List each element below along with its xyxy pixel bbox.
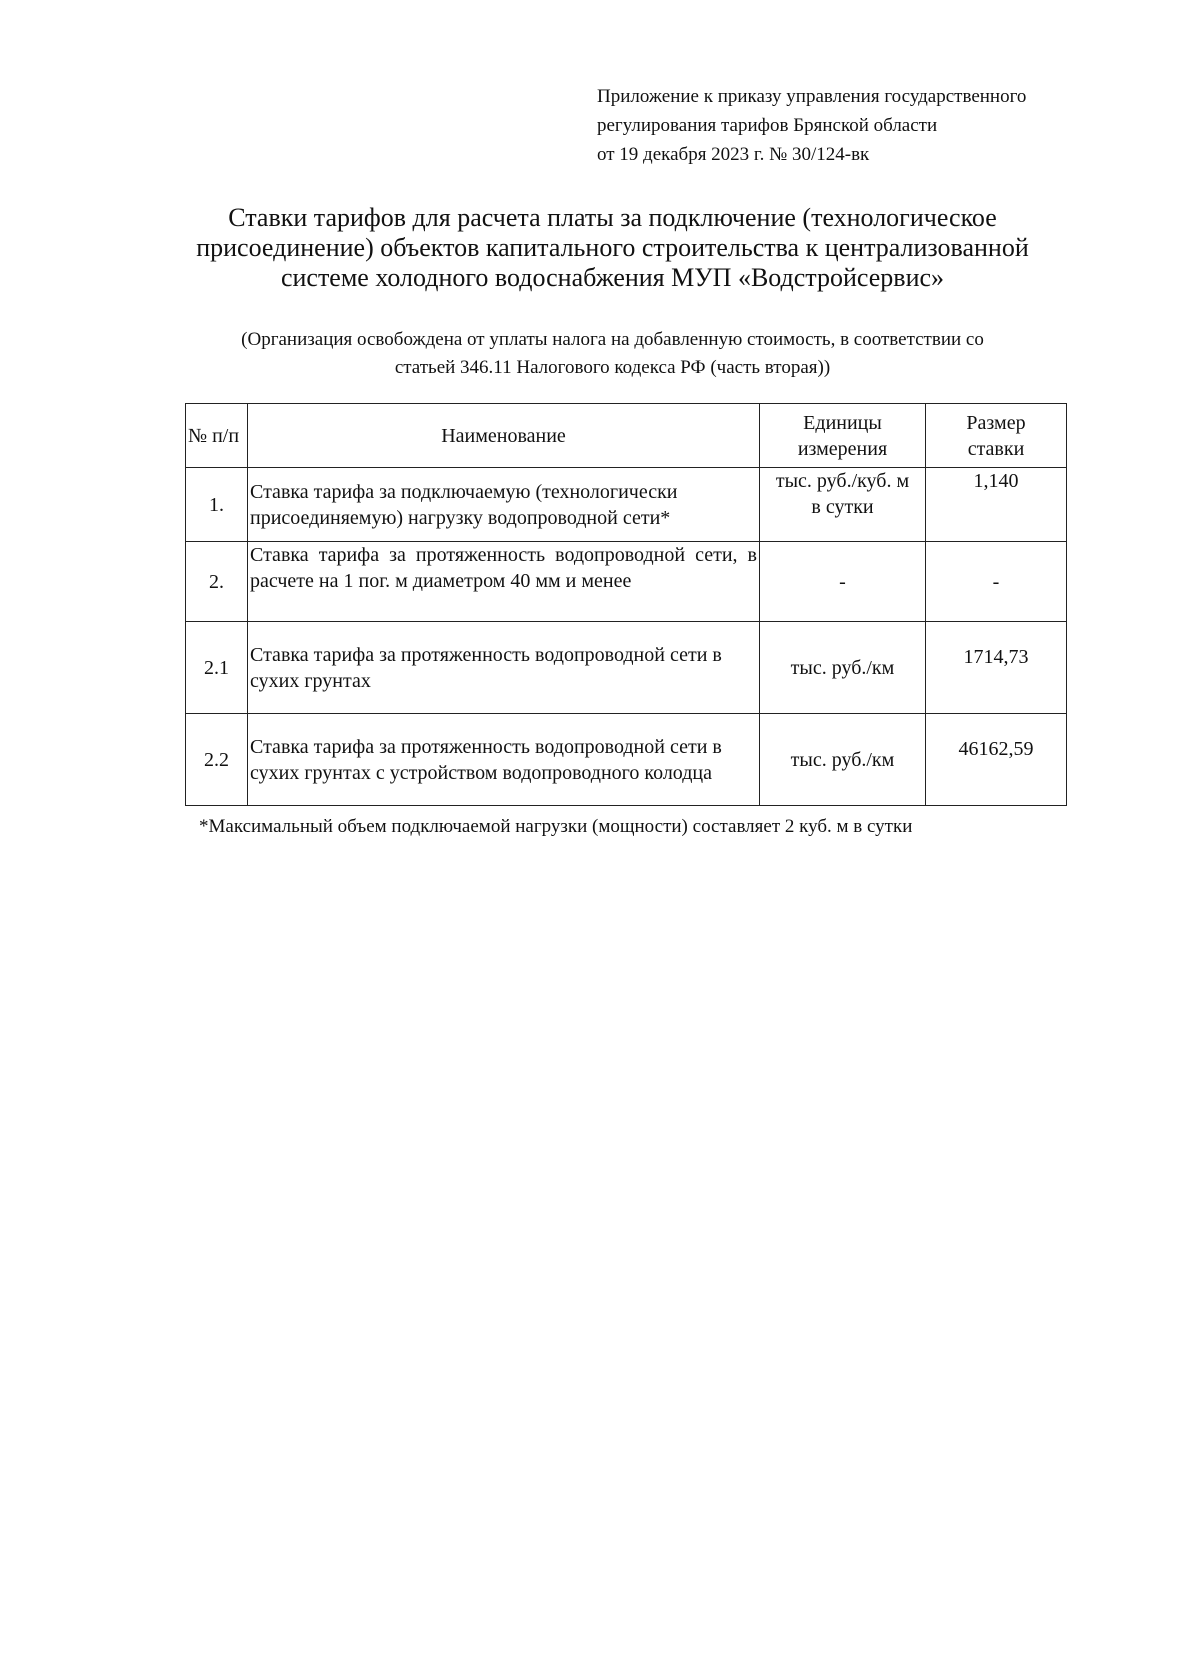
row-value: 1,140: [926, 468, 1067, 542]
row-number: 2.1: [186, 622, 248, 714]
header-unit-line: измерения: [797, 437, 888, 460]
header-name: Наименование: [248, 404, 760, 468]
title-line: присоединение) объектов капитального строительства к централизованной: [196, 233, 1029, 262]
row-unit: тыс. руб./км: [760, 714, 926, 806]
row-name: Ставка тарифа за протяженность водопроводной сети в сухих грунтах: [248, 622, 760, 714]
footnote: *Максимальный объем подключаемой нагрузки (мощности) составляет 2 куб. м в сутки: [199, 816, 913, 837]
table-row: [186, 542, 1067, 622]
header-number: № п/п: [186, 404, 248, 468]
document-title: [150, 203, 1075, 293]
tariff-table: [185, 403, 1067, 806]
table-header-row: [186, 404, 1067, 468]
header-unit-line: Единицы: [803, 411, 882, 434]
appendix-line: Приложение к приказу управления государственного: [597, 86, 1027, 107]
row-unit: тыс. руб./км: [760, 622, 926, 714]
table-row: [186, 622, 1067, 714]
row-value: 46162,59: [926, 714, 1067, 806]
row-name: Ставка тарифа за подключаемую (технологически присоединяемую) нагрузку водопроводной сети*: [248, 468, 760, 542]
table-row: [186, 714, 1067, 806]
title-line: системе холодного водоснабжения МУП «Водстройсервис»: [280, 263, 945, 292]
tax-exemption-note: [150, 326, 1075, 382]
row-number: 2.2: [186, 714, 248, 806]
header-value-line: Размер: [966, 411, 1026, 434]
row-unit-line: в сутки: [811, 496, 874, 518]
row-unit: -: [760, 542, 926, 622]
row-number: 2.: [186, 542, 248, 622]
row-name: Ставка тарифа за протяженность водопроводной сети в сухих грунтах с устройством водопроводного колодца: [248, 714, 760, 806]
note-line: (Организация освобождена от уплаты налога на добавленную стоимость, в соответствии со: [241, 329, 984, 350]
appendix-reference: [597, 82, 1097, 169]
row-number: 1.: [186, 468, 248, 542]
note-line: статьей 346.11 Налогового кодекса РФ (часть вторая)): [394, 357, 831, 378]
row-unit-line: тыс. руб./куб. м: [775, 470, 910, 492]
row-value: -: [926, 542, 1067, 622]
table-row: [186, 468, 1067, 542]
appendix-line: от 19 декабря 2023 г. № 30/124-вк: [597, 144, 870, 165]
row-name: Ставка тарифа за протяженность водопроводной сети, в расчете на 1 пог. м диаметром 40 мм и менее: [248, 542, 760, 622]
header-value: [926, 404, 1067, 468]
header-value-line: ставки: [967, 437, 1025, 460]
title-line: Ставки тарифов для расчета платы за подключение (технологическое: [228, 203, 997, 232]
row-value: 1714,73: [926, 622, 1067, 714]
row-unit: [760, 468, 926, 542]
header-unit: [760, 404, 926, 468]
appendix-line: регулирования тарифов Брянской области: [597, 115, 938, 136]
